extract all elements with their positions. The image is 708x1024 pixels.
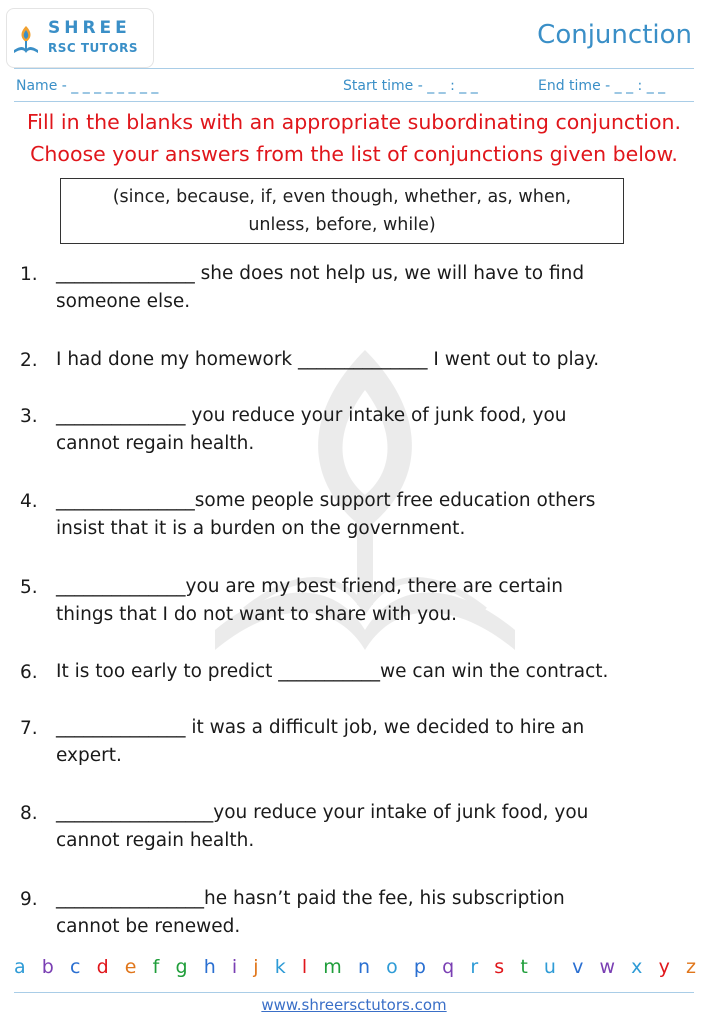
alphabet-letter: c [70, 956, 81, 978]
alphabet-letter: w [599, 956, 616, 978]
instruction-line-2: Choose your answers from the list of conjunctions given below. [30, 142, 678, 166]
question-number: 2. [20, 350, 38, 371]
alphabet-letter: v [572, 956, 584, 978]
question-text: _______________some people support free education others [56, 490, 596, 511]
question-number: 7. [20, 718, 38, 739]
question-number: 6. [20, 662, 38, 683]
question-text: ______________ you reduce your intake of junk food, you [56, 405, 567, 426]
alphabet-row [14, 956, 696, 984]
question-text-continued: cannot regain health. [56, 830, 255, 851]
question-number: 1. [20, 264, 38, 285]
alphabet-letter: a [14, 956, 26, 978]
alphabet-letter: n [357, 956, 370, 978]
alphabet-letter: f [152, 956, 160, 978]
alphabet-letter: q [442, 956, 455, 978]
question-text-continued: insist that it is a burden on the government. [56, 518, 466, 539]
footer-divider [14, 992, 694, 993]
alphabet-letter: t [520, 956, 528, 978]
alphabet-letter: p [413, 956, 426, 978]
alphabet-letter: l [301, 956, 308, 978]
website-link[interactable]: www.shreersctutors.com [261, 996, 447, 1014]
word-bank-line-2: unless, before, while) [248, 215, 436, 235]
question-text-continued: someone else. [56, 291, 191, 312]
instruction-line-1: Fill in the blanks with an appropriate subordinating conjunction. [26, 110, 681, 134]
name-field[interactable]: Name - _ _ _ _ _ _ _ _ [16, 78, 159, 94]
question-text-continued: cannot regain health. [56, 433, 255, 454]
brand-subtitle: RSC TUTORS [48, 41, 139, 55]
alphabet-letter: s [494, 956, 505, 978]
alphabet-letter: e [124, 956, 137, 978]
alphabet-letter: m [323, 956, 342, 978]
question-number: 8. [20, 803, 38, 824]
meta-divider [14, 101, 694, 102]
page-title: Conjunction [537, 20, 692, 50]
question-number: 3. [20, 406, 38, 427]
question-number: 4. [20, 491, 38, 512]
alphabet-letter: h [203, 956, 216, 978]
start-time-field[interactable]: Start time - _ _ : _ _ [343, 78, 478, 94]
question-text-continued: expert. [56, 745, 122, 766]
alphabet-letter: b [41, 956, 54, 978]
alphabet-letter: z [685, 956, 696, 978]
question-text: I had done my homework ______________ I went out to play. [56, 349, 600, 370]
question-number: 5. [20, 577, 38, 598]
alphabet-letter: x [631, 956, 643, 978]
question-text-continued: cannot be renewed. [56, 916, 241, 937]
alphabet-letter: g [175, 956, 188, 978]
shree-logo-icon [12, 24, 40, 56]
word-bank-line-1: (since, because, if, even though, whether, as, when, [112, 187, 572, 207]
question-text: ________________he hasn’t paid the fee, his subscription [56, 888, 565, 909]
alphabet-letter: j [253, 956, 259, 978]
question-text: It is too early to predict ___________we can win the contract. [56, 661, 609, 682]
question-text: _______________ she does not help us, we will have to find [56, 263, 585, 284]
alphabet-letter: o [386, 956, 398, 978]
question-text: ______________you are my best friend, there are certain [56, 576, 564, 597]
question-number: 9. [20, 889, 38, 910]
alphabet-letter: r [470, 956, 479, 978]
word-bank-box [60, 178, 624, 244]
end-time-field[interactable]: End time - _ _ : _ _ [538, 78, 666, 94]
alphabet-letter: i [231, 956, 238, 978]
alphabet-letter: y [658, 956, 670, 978]
alphabet-letter: d [96, 956, 109, 978]
question-text: ______________ it was a difficult job, we decided to hire an [56, 717, 585, 738]
header-divider [14, 68, 694, 69]
question-text: _________________you reduce your intake of junk food, you [56, 802, 589, 823]
alphabet-letter: k [274, 956, 286, 978]
brand-name: SHREE [48, 18, 131, 38]
question-text-continued: things that I do not want to share with you. [56, 604, 457, 625]
alphabet-letter: u [543, 956, 556, 978]
